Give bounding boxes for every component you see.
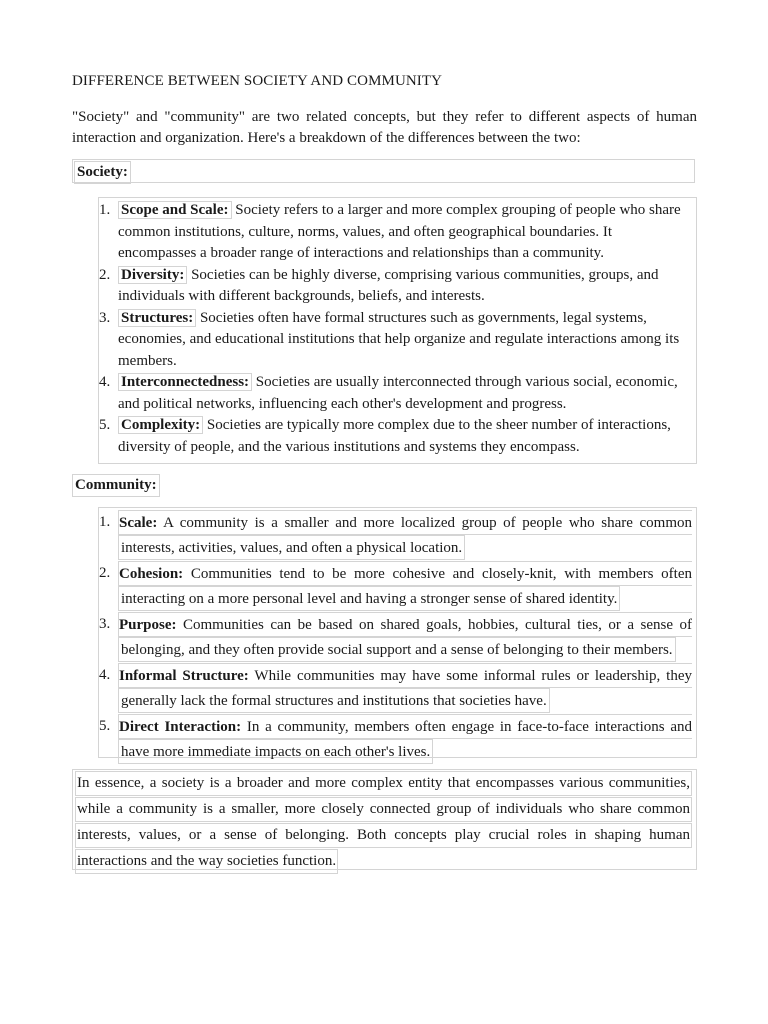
list-item xyxy=(99,372,692,415)
item-text: Society refers to a larger and more complex grouping of people who share common institutions, culture, norms, values, and often geographical boundaries. It encompasses a broader range of interactions and relationships than a community. xyxy=(118,202,681,261)
item-number: 3. xyxy=(99,616,111,632)
item-line-1 xyxy=(118,714,692,739)
item-line-1 xyxy=(118,561,692,586)
conclusion-paragraph xyxy=(72,769,697,870)
item-text: While communities may have some informal rules or leadership, they xyxy=(248,668,692,684)
item-number: 5. xyxy=(99,718,111,734)
item-number: 3. xyxy=(99,309,111,326)
item-number: 2. xyxy=(99,266,111,283)
community-list-box xyxy=(98,507,697,758)
item-number: 4. xyxy=(99,667,111,683)
item-term: Structures: xyxy=(118,309,196,327)
item-number: 2. xyxy=(99,565,111,581)
list-item xyxy=(99,308,692,373)
item-term: Scale: xyxy=(119,515,158,531)
item-line-2: interests, activities, values, and often a physical location. xyxy=(118,535,465,560)
list-item xyxy=(99,714,692,765)
item-text: Societies are typically more complex due to the sheer number of interactions, diversity of people, and the various institutions and systems they encompass. xyxy=(118,417,671,455)
document-title: DIFFERENCE BETWEEN SOCIETY AND COMMUNITY xyxy=(72,73,443,89)
list-item xyxy=(99,663,692,714)
item-text: Communities can be based on shared goals, hobbies, cultural ties, or a sense of xyxy=(176,617,692,633)
item-line-1 xyxy=(118,510,692,535)
list-item xyxy=(99,415,692,458)
item-term: Complexity: xyxy=(118,416,203,434)
community-list xyxy=(99,510,692,765)
item-text: In a community, members often engage in face-to-face interactions and xyxy=(241,719,692,735)
item-line-2: generally lack the formal structures and institutions that societies have. xyxy=(118,688,550,713)
item-line-1 xyxy=(118,612,692,637)
conclusion-line: while a community is a smaller, more closely connected group of individuals who share common xyxy=(75,797,692,822)
conclusion-line: interests, values, or a sense of belonging. Both concepts play crucial roles in shaping human xyxy=(75,823,692,848)
conclusion-line: In essence, a society is a broader and more complex entity that encompasses various communities, xyxy=(75,771,692,796)
society-list-box xyxy=(98,197,697,464)
list-item xyxy=(99,265,692,308)
item-text: Societies often have formal structures such as governments, legal systems, economies, and educational institutions that help organize and regulate interactions among its members. xyxy=(118,309,680,369)
item-number: 5. xyxy=(99,417,111,433)
community-heading: Community: xyxy=(72,474,160,497)
item-term: Interconnectedness: xyxy=(118,373,252,391)
item-line-1 xyxy=(118,663,692,688)
item-term: Cohesion: xyxy=(119,566,184,582)
item-text: Societies are usually interconnected through various social, economic, and political networks, influencing each other's development and progress. xyxy=(118,374,678,412)
item-line-2: belonging, and they often provide social support and a sense of belonging to their members. xyxy=(118,637,676,662)
society-heading: Society: xyxy=(74,161,131,184)
item-term: Scope and Scale: xyxy=(118,201,232,219)
item-term: Diversity: xyxy=(118,266,187,284)
item-number: 1. xyxy=(99,202,111,218)
list-item xyxy=(99,200,692,265)
item-number: 4. xyxy=(99,374,111,390)
item-text: A community is a smaller and more localized group of people who share common xyxy=(157,515,692,531)
item-line-2: have more immediate impacts on each other's lives. xyxy=(118,739,433,764)
item-text: Societies can be highly diverse, comprising various communities, groups, and individuals with different backgrounds, beliefs, and interests. xyxy=(118,266,659,304)
society-list xyxy=(99,200,692,458)
item-term: Direct Interaction: xyxy=(119,719,242,735)
list-item xyxy=(99,561,692,612)
conclusion-line: interactions and the way societies function. xyxy=(75,849,338,874)
item-number: 1. xyxy=(99,514,111,530)
item-text: Communities tend to be more cohesive and closely-knit, with members often xyxy=(183,566,692,582)
list-item xyxy=(99,510,692,561)
society-heading-box xyxy=(72,159,695,183)
list-item xyxy=(99,612,692,663)
intro-paragraph: "Society" and "community" are two related concepts, but they refer to different aspects of human interaction and organization. Here's a breakdown of the differences between the two: xyxy=(72,109,697,146)
item-term: Informal Structure: xyxy=(119,668,249,684)
item-term: Purpose: xyxy=(119,617,177,633)
item-line-2: interacting on a more personal level and having a stronger sense of shared identity. xyxy=(118,586,620,611)
